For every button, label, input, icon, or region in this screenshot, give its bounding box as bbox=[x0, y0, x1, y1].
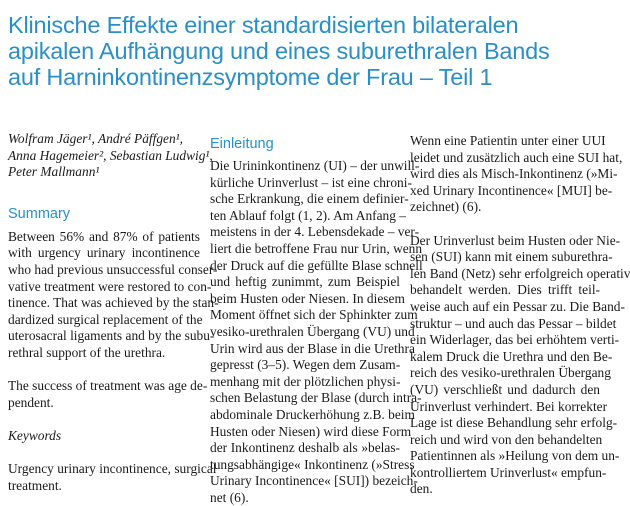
text-line: menhang mit der plötzlichen physi- bbox=[210, 373, 401, 389]
author-line: Peter Mallmann¹ bbox=[8, 164, 100, 180]
text-line: reich und wird von den behandelten bbox=[410, 431, 603, 447]
text-line: meistens in der 4. Lebensdekade – ver- bbox=[210, 224, 420, 240]
summary-heading: Summary bbox=[8, 205, 71, 222]
text-line: schen Belastung der Blase (durch intra- bbox=[210, 390, 422, 406]
text-line: der Inkontinenz deshalb als »belas- bbox=[210, 440, 400, 456]
text-line: zeichnet) (6). bbox=[410, 199, 482, 215]
text-line: Die Urininkontinenz (UI) – der unwill- bbox=[210, 158, 420, 173]
text-line: Der Urinverlust beim Husten oder Nie- bbox=[410, 232, 621, 248]
article-title bbox=[8, 12, 594, 90]
text-line: ten Ablauf folgt (1, 2). Am Anfang – bbox=[210, 207, 406, 223]
author-line: Wolfram Jäger¹, André Päffgen¹, bbox=[8, 131, 184, 146]
text-line: sen (SUI) kann mit einem suburethra- bbox=[410, 249, 613, 265]
title-line: auf Harninkontinenzsymptome der Frau – Teil 1 bbox=[8, 64, 493, 90]
text-line: uterosacral ligaments and by the subu- bbox=[8, 328, 215, 344]
title-line: Klinische Effekte einer standardisierten bilateralen bbox=[8, 12, 519, 38]
text-line: Urin wird aus der Blase in die Urethra bbox=[210, 340, 415, 356]
text-line: Urinverlust verhindert. Bei korrekter bbox=[410, 398, 608, 414]
text-line: tinence. That was achieved by the stan- bbox=[8, 295, 219, 311]
text-line: behandelt werden. Dies trifft teil- bbox=[410, 282, 600, 298]
text-line: treatment. bbox=[8, 477, 62, 493]
keywords-text bbox=[8, 461, 217, 494]
text-line: leidet und zusätzlich auch eine SUI hat, bbox=[410, 149, 623, 165]
text-line: vesiko-urethralen Übergang (VU) und bbox=[210, 323, 415, 339]
text-line: (VU) verschließt und dadurch den bbox=[410, 381, 600, 397]
paragraph-sui-treatment bbox=[410, 232, 630, 499]
text-line: kontrolliertem Urinverlust« empfun- bbox=[410, 464, 607, 480]
text-line: who had previous unsuccessful conser- bbox=[8, 261, 218, 277]
text-line: reich des vesiko-urethralen Übergang bbox=[410, 365, 611, 381]
text-line: pendent. bbox=[8, 394, 54, 410]
text-line: struktur – und auch das Pessar – bildet bbox=[410, 315, 617, 331]
keywords-heading: Keywords bbox=[8, 427, 62, 443]
text-line: gepresst (3–5). Wegen dem Zusam- bbox=[210, 357, 401, 373]
text-line: Lage ist diese Behandlung sehr erfolg- bbox=[410, 415, 618, 431]
text-line: Wenn eine Patientin unter einer UUI bbox=[410, 133, 606, 148]
text-line: Urinary Incontinence« [SUI]) bezeich- bbox=[210, 473, 418, 489]
authors bbox=[8, 131, 213, 181]
text-line: rethral support of the urethra. bbox=[8, 344, 166, 360]
column-left bbox=[8, 131, 219, 494]
text-line: Husten oder Niesen) wird diese Form bbox=[210, 423, 412, 439]
text-line: kalem Druck die Urethra und den Be- bbox=[410, 348, 613, 364]
text-line: The success of treatment was age de- bbox=[8, 378, 208, 394]
summary-text bbox=[8, 228, 219, 362]
text-line: kürliche Urinverlust – ist eine chroni- bbox=[210, 174, 412, 190]
text-line: beim Husten oder Niesen. In diesem bbox=[210, 290, 405, 306]
text-line: den. bbox=[410, 481, 433, 497]
text-line: net (6). bbox=[210, 489, 249, 505]
text-line: xed Urinary Incontinence« [MUI] be- bbox=[410, 182, 613, 198]
text-line: sche Erkrankung, die einem definier- bbox=[210, 191, 409, 207]
title-line: apikalen Aufhängung und eines suburethralen Bands bbox=[8, 38, 550, 64]
text-line: weise auch auf ein Pessar zu. Die Band- bbox=[410, 298, 625, 314]
text-line: Patientinnen als »Heilung von dem un- bbox=[410, 448, 620, 464]
text-line: Urgency urinary incontinence, surgical bbox=[8, 461, 217, 477]
text-line: Moment öffnet sich der Sphinkter zum bbox=[210, 307, 418, 323]
text-line: len Band (Netz) sehr erfolgreich operativ bbox=[410, 265, 630, 281]
author-line: Anna Hagemeier², Sebastian Ludwig¹, bbox=[8, 147, 213, 163]
text-line: wird dies als Misch-Inkontinenz (»Mi- bbox=[410, 166, 618, 182]
text-line: dardized surgical replacement of the bbox=[8, 311, 203, 327]
text-line: liert die betroffene Frau nur Urin, wenn bbox=[210, 240, 423, 256]
text-line: abdominale Druckerhöhung z.B. beim bbox=[210, 406, 415, 422]
text-line: und heftig zunimmt, zum Beispiel bbox=[210, 274, 400, 290]
text-line: vative treatment were restored to con- bbox=[8, 278, 212, 294]
column-right bbox=[410, 133, 630, 498]
paragraph-mixed-incontinence bbox=[410, 133, 623, 216]
text-line: ein Widerlager, das bei erhöhtem verti- bbox=[410, 332, 620, 348]
text-line: tungsabhängige« Inkontinenz (»Stress bbox=[210, 456, 415, 472]
summary-conclusion bbox=[8, 378, 208, 411]
intro-heading: Einleitung bbox=[210, 136, 274, 152]
text-line: with urgency urinary incontinence bbox=[8, 245, 200, 261]
text-line: Between 56% and 87% of patients bbox=[8, 228, 200, 244]
text-line: der Druck auf die gefüllte Blase schnell bbox=[210, 257, 423, 273]
